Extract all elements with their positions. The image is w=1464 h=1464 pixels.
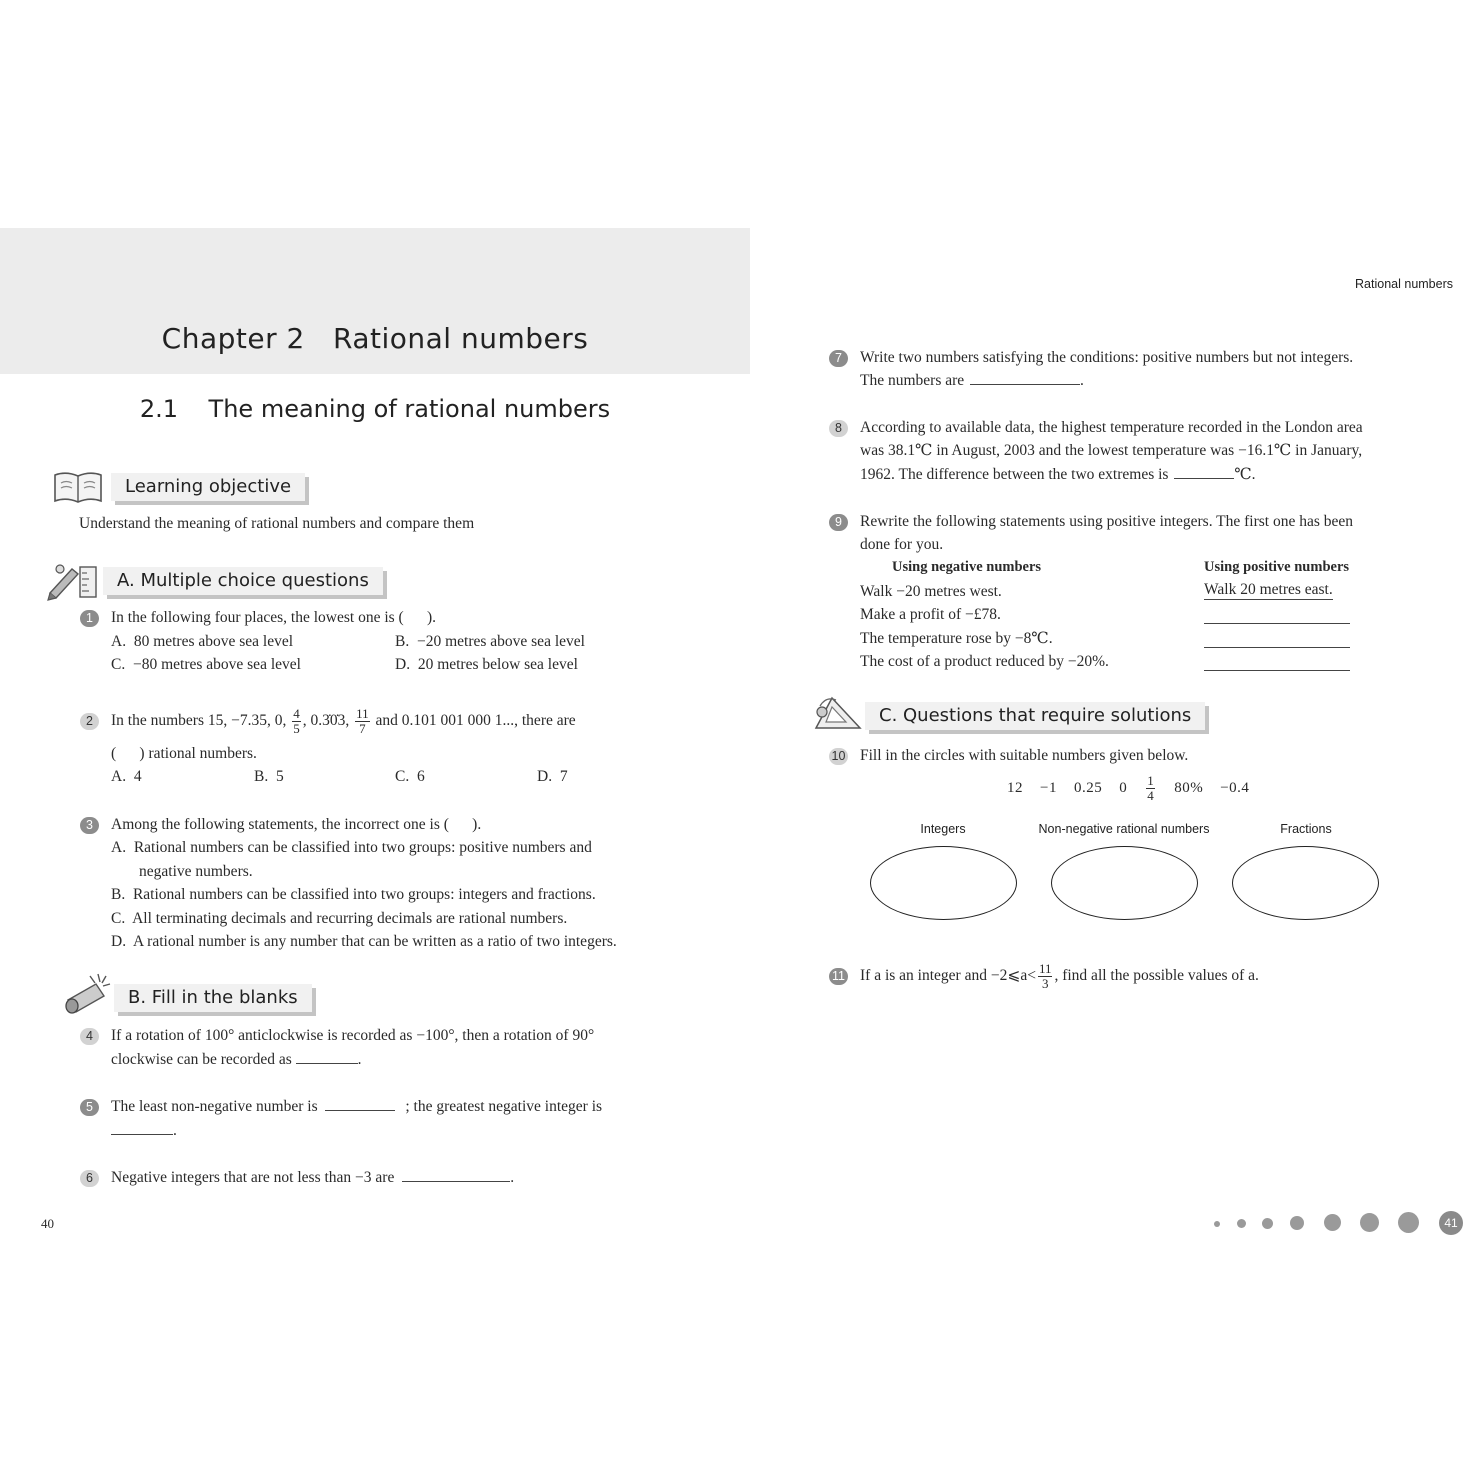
q1-option-b: B. −20 metres above sea level (395, 633, 585, 650)
section-a-header: A. Multiple choice questions (103, 567, 383, 595)
question-number-2: 2 (80, 713, 99, 730)
q10-label-integers: Integers (920, 822, 966, 836)
q8-line-1: According to available data, the highest temperature recorded in the London area (860, 419, 1363, 436)
q2-option-b: B. 5 (254, 768, 284, 785)
question-number-5: 5 (80, 1099, 99, 1116)
q2-text-post: and 0.101 001 000 1..., there are (375, 712, 576, 729)
q3-option-b: B. Rational numbers can be classified into two groups: integers and fractions. (111, 886, 596, 903)
q3-option-c: C. All terminating decimals and recurring decimals are rational numbers. (111, 910, 568, 927)
q4-period: . (357, 1051, 362, 1068)
q10-number: 80% (1174, 780, 1204, 796)
q3-option-a: A. Rational numbers can be classified into two groups: positive numbers and (111, 839, 592, 856)
fraction-4-5 (292, 707, 301, 736)
fraction-denominator: 7 (359, 720, 366, 736)
q9-column-header-negative: Using negative numbers (892, 559, 1042, 575)
q11-line-1 (860, 958, 1259, 994)
q8-text: 1962. The difference between the two extremes is (860, 466, 1169, 483)
section-title: 2.1 The meaning of rational numbers (139, 395, 611, 423)
learning-objective-text: Understand the meaning of rational numbers and compare them (79, 515, 475, 532)
fraction-denominator: 5 (293, 720, 300, 736)
decorative-dot (1398, 1212, 1419, 1233)
q10-stem: Fill in the circles with suitable numbers given below. (860, 747, 1189, 764)
q1-stem: In the following four places, the lowest one is ( ). (111, 609, 436, 626)
decorative-dot (1360, 1213, 1379, 1232)
q4-answer-blank[interactable] (296, 1049, 358, 1064)
question-number-11: 11 (829, 968, 848, 985)
q9-row-1-negative: Walk −20 metres west. (860, 583, 1002, 600)
decorative-dot (1214, 1221, 1220, 1227)
q1-option-d: D. 20 metres below sea level (395, 656, 578, 673)
q9-line-1: Rewrite the following statements using positive integers. The first one has been (860, 513, 1354, 530)
decorative-dot (1324, 1214, 1341, 1231)
decorative-dot (1262, 1218, 1273, 1229)
q5-text-a: The least non-negative number is (111, 1098, 318, 1115)
q5-answer-blank-1[interactable] (325, 1096, 395, 1111)
q5-line-2 (111, 1119, 177, 1143)
q9-column-header-positive: Using positive numbers (1204, 559, 1350, 575)
learning-objective-header: Learning objective (111, 473, 305, 501)
q5-period: . (173, 1122, 177, 1139)
q5-answer-blank-2[interactable] (111, 1120, 173, 1135)
q7-answer-blank[interactable] (970, 370, 1080, 385)
q11-text-post: , find all the possible values of a. (1054, 967, 1259, 984)
q5-line-1 (111, 1095, 602, 1119)
q5-text-b: ; the greatest negative integer is (405, 1098, 603, 1115)
q9-line-2: done for you. (860, 536, 944, 553)
q7-line-1: Write two numbers satisfying the conditions: positive numbers but not integers. (860, 349, 1354, 366)
fraction-numerator: 11 (1038, 960, 1052, 976)
q10-label-fractions: Fractions (1280, 822, 1332, 836)
question-number-8: 8 (829, 420, 848, 437)
q9-row-3-answer-blank[interactable] (1204, 647, 1350, 648)
question-number-3: 3 (80, 817, 99, 834)
book-icon (52, 469, 104, 505)
non-negative-rational-circle[interactable] (1051, 846, 1198, 920)
q9-row-2-answer-blank[interactable] (1204, 623, 1350, 624)
q10-number: 12 (1007, 780, 1023, 796)
fraction-numerator: 4 (293, 705, 300, 721)
q4-line-2 (111, 1048, 362, 1072)
q3-stem: Among the following statements, the incorrect one is ( ). (111, 816, 482, 833)
q10-number-list (1007, 770, 1249, 806)
q8-answer-blank[interactable] (1174, 464, 1234, 479)
set-square-icon (812, 692, 864, 732)
fraction-denominator: 3 (1041, 975, 1049, 991)
q10-number: 0.25 (1073, 780, 1103, 796)
fraction-numerator: 1 (1147, 773, 1155, 789)
q2-option-c: C. 6 (395, 768, 425, 785)
section-b-header: B. Fill in the blanks (114, 984, 312, 1012)
q1-option-a: A. 80 metres above sea level (111, 633, 294, 650)
question-number-9: 9 (829, 514, 848, 531)
fractions-circle[interactable] (1232, 846, 1379, 920)
decorative-dot (1290, 1216, 1304, 1230)
q1-option-c: C. −80 metres above sea level (111, 656, 301, 673)
q9-row-3-negative: The temperature rose by −8℃. (860, 630, 1053, 647)
q6-answer-blank[interactable] (402, 1167, 510, 1182)
q8-unit: ℃. (1234, 466, 1256, 483)
q9-row-4-answer-blank[interactable] (1204, 670, 1350, 671)
page-number-right: 41 (1439, 1211, 1463, 1235)
question-number-4: 4 (80, 1028, 99, 1045)
q4-line-1: If a rotation of 100° anticlockwise is recorded as −100°, then a rotation of 90° (111, 1027, 595, 1044)
q2-option-a: A. 4 (111, 768, 142, 785)
fraction-11-7 (355, 707, 370, 736)
q2-text-mid: , 0.3̇0̇3, (302, 712, 350, 729)
q8-line-3 (860, 463, 1256, 487)
page-number-left: 40 (41, 1216, 54, 1231)
question-number-10: 10 (829, 748, 848, 765)
q9-row-4-negative: The cost of a product reduced by −20%. (860, 653, 1109, 670)
q2-text-pre: In the numbers 15, −7.35, 0, (111, 712, 287, 729)
q7-period: . (1080, 372, 1084, 389)
q6-period: . (510, 1169, 515, 1186)
scroll-icon (60, 970, 112, 1014)
q2-line-1 (111, 703, 576, 739)
q2-option-d: D. 7 (537, 768, 568, 785)
question-number-6: 6 (80, 1170, 99, 1187)
fraction-denominator: 4 (1147, 788, 1155, 804)
decorative-dot (1237, 1219, 1246, 1228)
q10-label-non-negative: Non-negative rational numbers (1038, 822, 1210, 836)
q10-number: 0 (1119, 780, 1128, 796)
fraction-numerator: 11 (356, 705, 369, 721)
running-header: Rational numbers (1355, 277, 1453, 291)
q7-line-2 (860, 369, 1084, 393)
q7-text: The numbers are (860, 372, 965, 389)
q9-row-1-positive: Walk 20 metres east. (1204, 581, 1333, 598)
q11-text-pre: If a is an integer and −2⩽a< (860, 967, 1036, 984)
fraction-11-3 (1038, 962, 1053, 991)
fraction-1-4 (1146, 774, 1155, 803)
q6-text: Negative integers that are not less than −3 are (111, 1169, 395, 1186)
integers-circle[interactable] (870, 846, 1017, 920)
q8-line-2: was 38.1℃ in August, 2003 and the lowest temperature was −16.1℃ in January, (860, 442, 1363, 459)
q3-option-d: D. A rational number is any number that can be written as a ratio of two integers. (111, 933, 617, 950)
question-number-1: 1 (80, 610, 99, 627)
q10-number: −1 (1040, 780, 1057, 796)
q6-line-1 (111, 1166, 514, 1190)
section-c-header: C. Questions that require solutions (865, 702, 1205, 730)
q4-text: clockwise can be recorded as (111, 1051, 292, 1068)
q10-number: −0.4 (1220, 780, 1250, 796)
q3-option-a-cont: negative numbers. (139, 863, 253, 880)
q2-line-2: ( ) rational numbers. (111, 745, 257, 762)
pencil-ruler-icon (46, 561, 102, 601)
chapter-title: Chapter 2 Rational numbers (161, 322, 589, 355)
q9-row-2-negative: Make a profit of −£78. (860, 606, 1001, 623)
question-number-7: 7 (829, 350, 848, 367)
